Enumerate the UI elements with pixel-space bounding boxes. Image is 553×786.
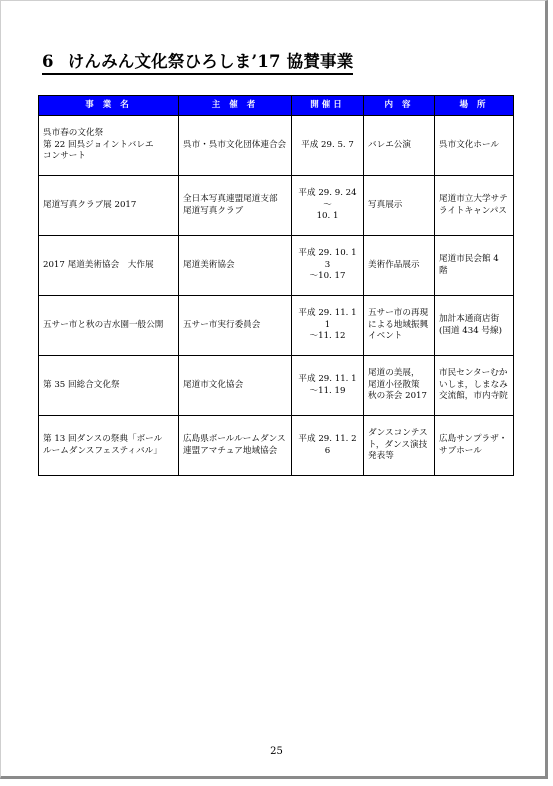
table-body xyxy=(39,116,514,476)
events-table xyxy=(38,95,514,476)
venue-cell: 尾道市立大学サテ ライトキャンパス xyxy=(435,176,514,236)
date-cell: 平成 29. 11. 26 xyxy=(292,416,364,476)
event-name-cell: 第 13 回ダンスの祭典「ボール ルームダンスフェスティバル」 xyxy=(39,416,179,476)
event-name-cell: 五サー市と秋の吉水園一般公開 xyxy=(39,296,179,356)
organizer-cell: 広島県ボールルームダンス 連盟アマチュア地域協会 xyxy=(179,416,292,476)
organizer-cell: 尾道市文化協会 xyxy=(179,356,292,416)
table-row xyxy=(39,236,514,296)
content-cell: バレエ公演 xyxy=(364,116,435,176)
table-row xyxy=(39,356,514,416)
table-row xyxy=(39,416,514,476)
date-cell: 平成 29. 11. 11 ～11. 12 xyxy=(292,296,364,356)
table-row xyxy=(39,176,514,236)
header-event-name: 事 業 名 xyxy=(39,96,179,116)
header-venue: 場 所 xyxy=(435,96,514,116)
venue-cell: 市民センターむか いしま，しまなみ 交流館，市内寺院 xyxy=(435,356,514,416)
event-name-cell: 第 35 回総合文化祭 xyxy=(39,356,179,416)
table-row xyxy=(39,296,514,356)
header-content: 内 容 xyxy=(364,96,435,116)
content-cell: ダンスコンテス ト，ダンス演技 発表等 xyxy=(364,416,435,476)
date-cell: 平成 29. 9. 24～ 10. 1 xyxy=(292,176,364,236)
venue-cell: 加計本通商店街 (国道 434 号線) xyxy=(435,296,514,356)
event-name-cell: 2017 尾道美術協会 大作展 xyxy=(39,236,179,296)
date-cell: 平成 29. 10. 13 ～10. 17 xyxy=(292,236,364,296)
organizer-cell: 全日本写真連盟尾道支部 尾道写真クラブ xyxy=(179,176,292,236)
table-header-row xyxy=(39,96,514,116)
content-cell: 写真展示 xyxy=(364,176,435,236)
table-row xyxy=(39,116,514,176)
venue-cell: 広島サンプラザ・ サブホール xyxy=(435,416,514,476)
date-cell: 平成 29. 5. 7 xyxy=(292,116,364,176)
date-cell: 平成 29. 11. 1 ～11. 19 xyxy=(292,356,364,416)
section-number: 6 xyxy=(42,52,54,71)
section-title xyxy=(42,48,353,75)
venue-cell: 呉市文化ホール xyxy=(435,116,514,176)
content-cell: 尾道の美展， 尾道小径散策 秋の茶会 2017 xyxy=(364,356,435,416)
organizer-cell: 呉市・呉市文化団体連合会 xyxy=(179,116,292,176)
content-cell: 美術作品展示 xyxy=(364,236,435,296)
section-title-text: けんみん文化祭ひろしま’17 協賛事業 xyxy=(67,52,354,71)
header-organizer: 主 催 者 xyxy=(179,96,292,116)
header-date: 開催日 xyxy=(292,96,364,116)
event-name-cell: 尾道写真クラブ展 2017 xyxy=(39,176,179,236)
event-name-cell: 呉市春の文化祭 第 22 回呉ジョイントバレエ コンサート xyxy=(39,116,179,176)
organizer-cell: 五サー市実行委員会 xyxy=(179,296,292,356)
content-cell: 五サー市の再現 による地域振興 イベント xyxy=(364,296,435,356)
venue-cell: 尾道市民会館 4 階 xyxy=(435,236,514,296)
organizer-cell: 尾道美術協会 xyxy=(179,236,292,296)
page-number: 25 xyxy=(270,746,283,757)
